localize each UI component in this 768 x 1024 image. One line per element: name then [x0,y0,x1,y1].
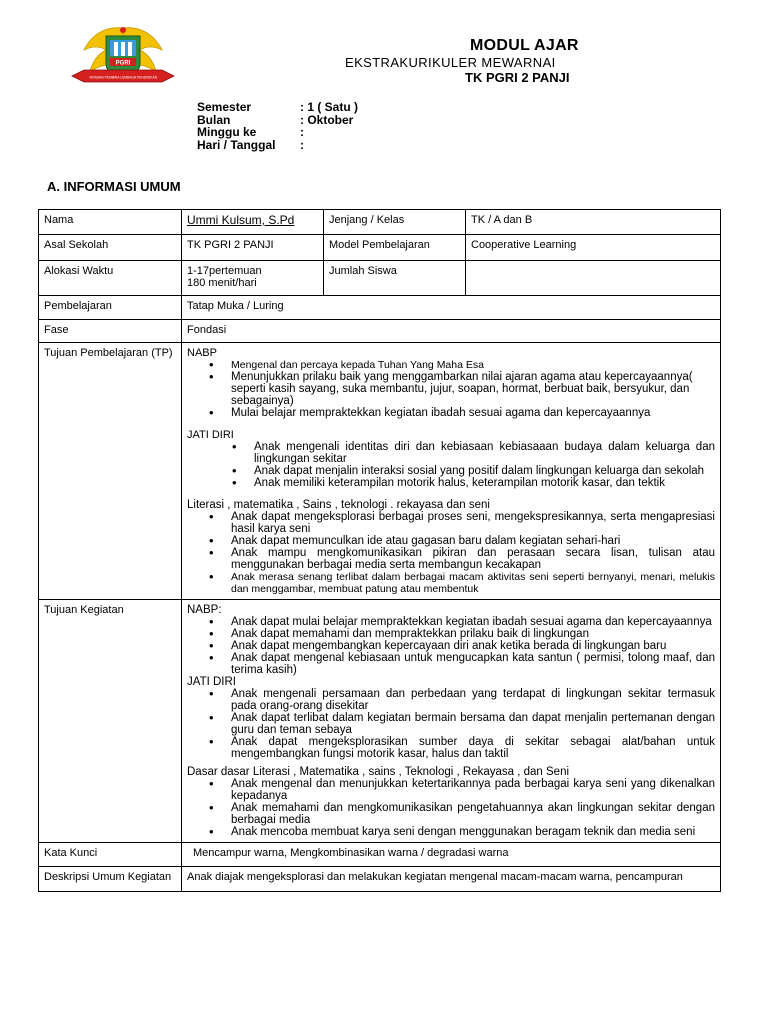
svg-text:PGRI: PGRI [115,60,131,67]
section-title: A. INFORMASI UMUM [47,179,181,194]
tk-jati-list [187,688,715,760]
list-item: • Anak dapat menjalin interaksi sosial yang positif dalam lingkungan keluarga dan sekolah [254,465,715,477]
alokasi-line: 1-17pertemuan [187,265,262,277]
cell-label: Fase [39,320,182,343]
list-item: • Anak dapat mengeksplorasikan sumber daya di sekitar sebagai alat/bahan untuk mengembangkan fungsi motorik kasar, halus dan taktil [231,736,715,760]
table-row [39,296,721,320]
list-item: • Anak dapat terlibat dalam kegiatan bermain bersama dan dapat menjalin pertemanan dengan guru dan teman sebaya [231,712,715,736]
list-item: • Anak dapat mengembangkan kepercayaan diri anak ketika berada di lingkungan baru [231,640,715,652]
tp-nabp-list [187,359,715,419]
tp-content [182,343,721,600]
cell-label: Deskripsi Umum Kegiatan [39,867,182,892]
meta-label: Hari / Tanggal [197,137,276,152]
meta-label: Bulan [197,112,231,127]
tp-jati-list [187,441,715,489]
cell-value [182,261,324,296]
cell-label: Tujuan Pembelajaran (TP) [39,343,182,600]
alokasi-line: 180 menit/hari [187,277,257,289]
meta-value: : 1 ( Satu ) [300,100,359,114]
list-item: • Anak mengenali persamaan dan perbedaan yang terdapat di lingkungan sekitar termasuk pada orang-orang disekitar [231,688,715,712]
tk-dasar-heading: Dasar dasar Literasi , Matematika , sains , Teknologi , Rekayasa , dan Seni [187,766,570,778]
meta-info [197,101,358,151]
table-row [39,867,721,892]
document-title: MODUL AJAR [470,37,579,54]
table-row [39,600,721,843]
tk-jati-heading: JATI DIRI [187,676,236,688]
list-item: • Anak dapat mulai belajar mempraktekkan kegiatan ibadah sesuai agama dan kepercayaannya [231,616,715,628]
cell-value: Anak diajak mengeksplorasi dan melakukan kegiatan mengenal macam-macam warna, pencampuran [182,867,721,892]
cell-label: Nama [39,210,182,235]
tp-literasi-heading: Literasi , matematika , Sains , teknologi . rekayasa dan seni [187,499,490,511]
tp-nabp-heading: NABP [187,347,217,359]
table-row [39,343,721,600]
meta-label: Minggu ke [197,125,257,139]
document-subtitle: EKSTRAKURIKULER MEWARNAI [345,55,556,70]
list-item: • Anak mencoba membuat karya seni dengan menggunakan beragam teknik dan media seni [231,826,715,838]
cell-label: Alokasi Waktu [39,261,182,296]
meta-value: : [300,137,304,152]
cell-label: Model Pembelajaran [324,235,466,261]
table-row [39,210,721,235]
meta-row-minggu [197,126,358,139]
cell-value: Fondasi [182,320,721,343]
list-item: • Anak memiliki keterampilan motorik halus, keterampilan motorik kasar, dan tektik [254,477,715,489]
cell-label: Kata Kunci [39,843,182,867]
tp-jati-heading: JATI DIRI [187,429,234,441]
table-row [39,235,721,261]
table-row [39,261,721,296]
cell-label: Asal Sekolah [39,235,182,261]
tk-nabp-heading: NABP: [187,604,222,616]
cell-value [182,210,324,235]
tk-dasar-list [187,778,715,838]
meta-value: : Oktober [300,112,354,127]
list-item: • Anak dapat mengenal kebiasaan untuk mengucapkan kata santun ( permisi, tolong maaf, dan terima kasih) [231,652,715,676]
tp-literasi-list [187,511,715,595]
meta-value: : [300,125,304,139]
table-row [39,843,721,867]
list-item: • Anak dapat mengeksplorasi berbagai proses seni, mengekspresikannya, serta mengapresiasi hasil karya seni [231,511,715,535]
tk-nabp-list [187,616,715,676]
list-item: • Anak dapat memunculkan ide atau gagasan baru dalam kegiatan sehari-hari [231,535,715,547]
list-item: • Anak mengenal dan menunjukkan ketertarikannya pada berbagai karya seni yang dikenalkan kepadanya [231,778,715,802]
cell-value: TK / A dan B [466,210,721,235]
cell-label: Jumlah Siswa [324,261,466,296]
pgri-logo [70,20,176,92]
cell-value [466,261,721,296]
table-row [39,320,721,343]
cell-value: Cooperative Learning [466,235,721,261]
teacher-name: Ummi Kulsum, S.Pd [187,213,295,227]
list-item: • Anak dapat memahami dan mempraktekkan prilaku baik di lingkungan [231,628,715,640]
list-item: • Anak memahami dan mengkomunikasikan pengetahuannya akan lingkungan sekitar dengan berbagai media [231,802,715,826]
cell-label: Tujuan Kegiatan [39,600,182,843]
cell-value: Tatap Muka / Luring [182,296,721,320]
meta-label: Semester [197,100,252,114]
school-name: TK PGRI 2 PANJI [465,70,570,85]
list-item: • Anak mampu mengkomunikasikan pikiran dan perasaan secara lisan, tulisan atau menggunakan berbagai media serta membangun kecakapan [231,547,715,571]
list-item: • Mengenal dan percaya kepada Tuhan Yang Maha Esa [231,359,715,371]
meta-row-hari [197,139,358,152]
cell-label: Jenjang / Kelas [324,210,466,235]
info-table [38,209,721,892]
svg-text:YAYASAN PEMBINA LEMBAGA PENDID: YAYASAN PEMBINA LEMBAGA PENDIDIKAN [88,75,158,80]
list-item: • Anak mengenali identitas diri dan kebiasaan kebiasaaan budaya dalam keluarga dan lingkungan sekitar [254,441,715,465]
cell-value: Mencampur warna, Mengkombinasikan warna / degradasi warna [182,843,721,867]
list-item: • Mulai belajar mempraktekkan kegiatan ibadah sesuai agama dan kepercayaannya [231,407,715,419]
tk-content [182,600,721,843]
list-item: • Menunjukkan prilaku baik yang menggambarkan nilai ajaran agama atau kepercayaannya( seperti kasih sayang, suka membantu, jujur, soapan, hormat, berbuat baik, bersyukur, dan sebagainya) [231,371,715,407]
cell-label: Pembelajaran [39,296,182,320]
meta-row-semester [197,101,358,114]
list-item: • Anak merasa senang terlibat dalam berbagai macam aktivitas seni seperti bernyanyi, menari, melukis dan menggambar, membuat patung atau membentuk [231,571,715,595]
cell-value: TK PGRI 2 PANJI [182,235,324,261]
